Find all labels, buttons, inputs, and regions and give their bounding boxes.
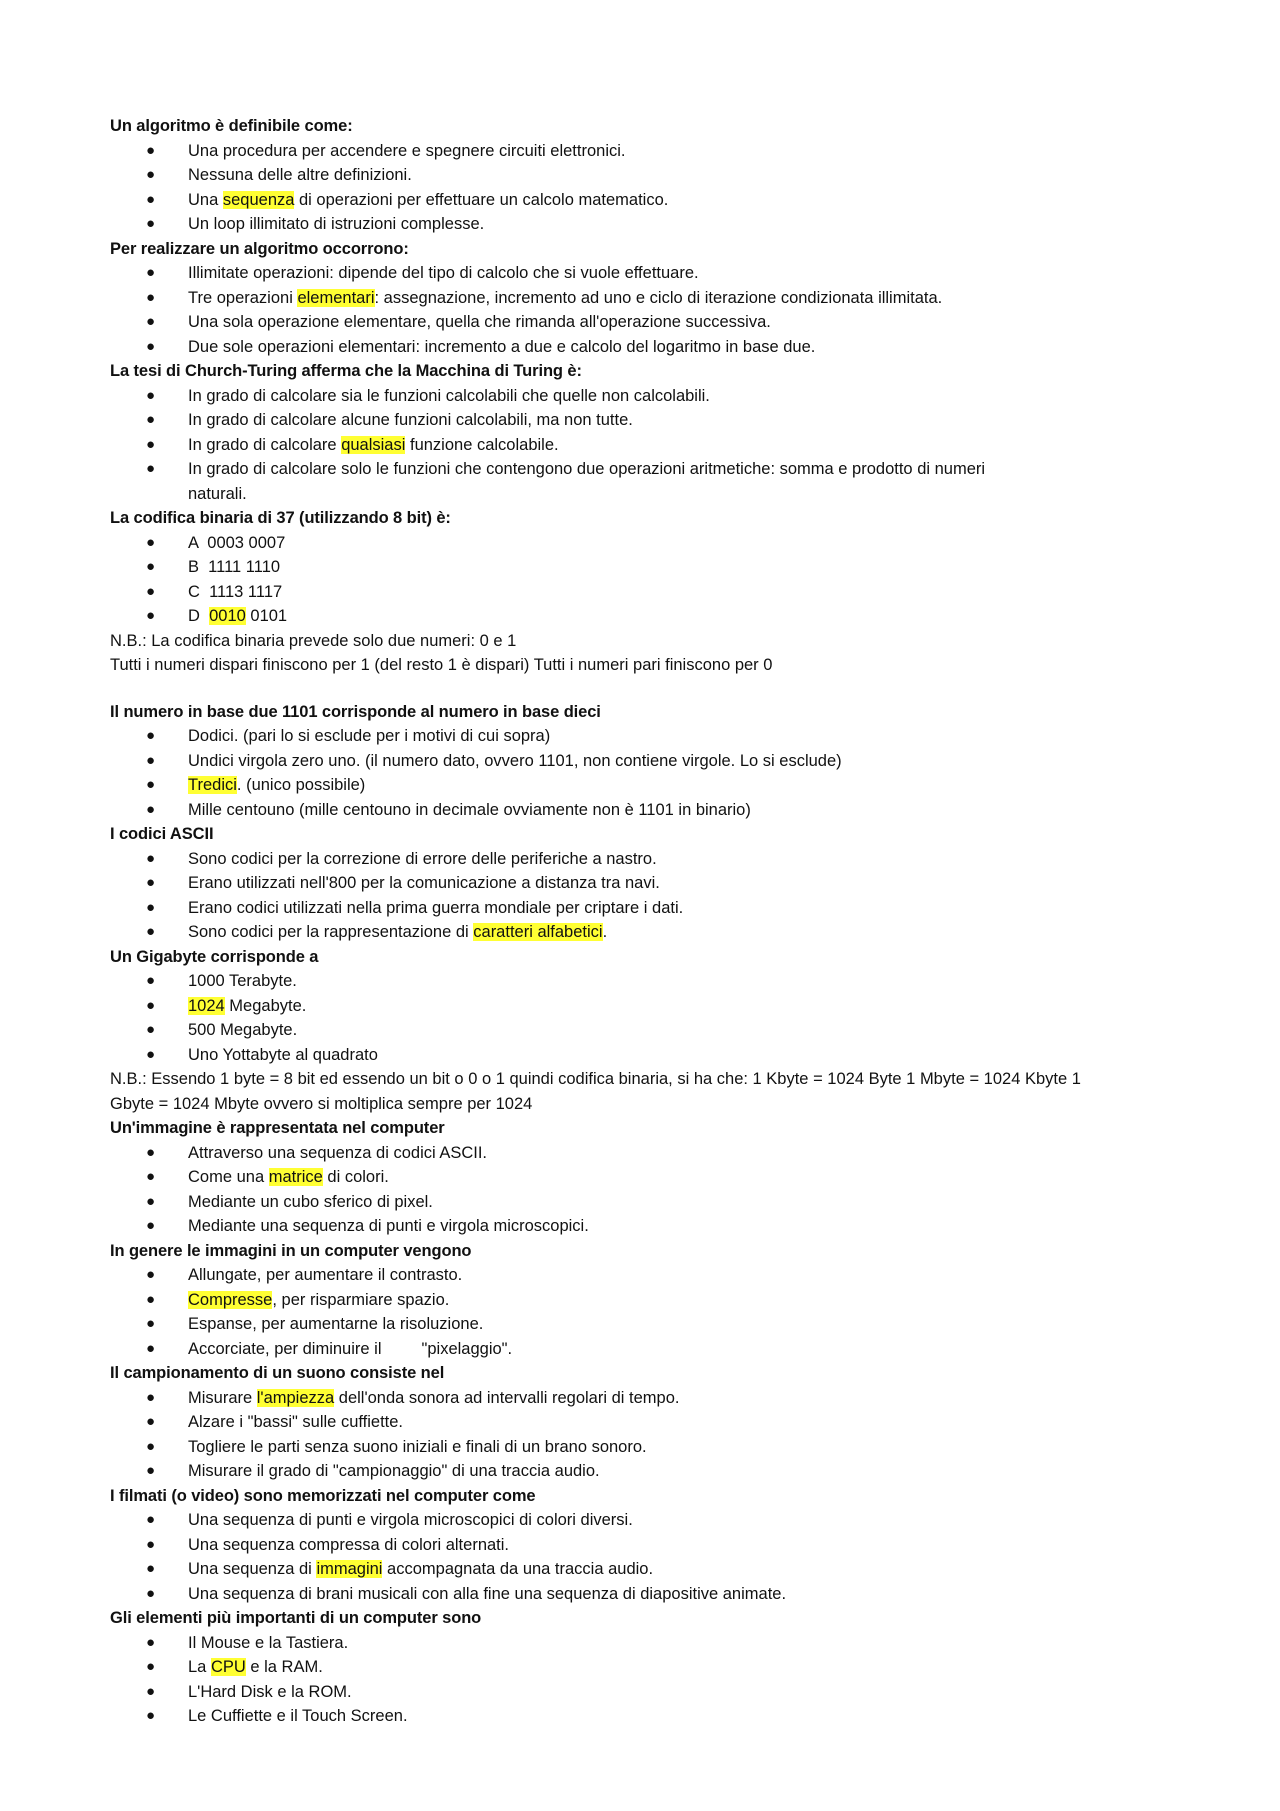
option-list [110,1263,1170,1361]
bullet-icon: ● [146,1633,156,1651]
bullet-icon: ● [146,1437,156,1455]
bullet-icon: ● [146,1658,156,1675]
bullet-icon: ● [146,558,156,575]
bullet-icon: ● [146,1192,156,1210]
option: ● Le Cuffiette e il Touch Screen. [110,1704,1170,1729]
option: ● Dodici. (pari lo si esclude per i motivi di cui sopra) [110,724,1170,749]
question-title: La codifica binaria di 37 (utilizzando 8 bit) è: [110,509,451,527]
bullet-icon: ● [146,411,156,428]
bullet-icon: ● [146,800,156,818]
option-correct: ● Misurare l'ampiezza dell'onda sonora ad intervalli regolari di tempo. [110,1386,1170,1411]
option-correct: ● In grado di calcolare qualsiasi funzione calcolabile. [110,433,1170,458]
note: N.B.: Essendo 1 byte = 8 bit ed essendo un bit o 0 o 1 quindi codifica binaria, si ha che: 1 Kbyte = 1024 Byte 1 Mbyte = 1024 Kbyte 1 Gbyte = 1024 Mbyte ovvero si moltiplica sempre per 1024 [110,1070,1081,1113]
option: ● Erano codici utilizzati nella prima guerra mondiale per criptare i dati. [110,896,1170,921]
question-title: Un'immagine è rappresentata nel computer [110,1119,445,1137]
highlighted-answer: Tredici [188,776,237,794]
bullet-icon: ● [146,1388,156,1406]
note: Tutti i numeri dispari finiscono per 1 (del resto 1 è dispari) Tutti i numeri pari finiscono per 0 [110,656,773,674]
option: ● Mediante un cubo sferico di pixel. [110,1190,1170,1215]
bullet-icon: ● [146,1511,156,1528]
option: ● Erano utilizzati nell'800 per la comunicazione a distanza tra navi. [110,871,1170,896]
question-title: La tesi di Church-Turing afferma che la Macchina di Turing è: [110,362,582,380]
option-correct: ● D 0010 0101 [110,604,1170,629]
bullet-icon: ● [146,582,156,600]
option-list [110,261,1170,359]
option: ● Undici virgola zero uno. (il numero dato, ovvero 1101, non contiene virgole. Lo si esclude) [110,749,1170,774]
option: ● Due sole operazioni elementari: incremento a due e calcolo del logaritmo in base due. [110,335,1170,360]
bullet-icon: ● [146,460,156,477]
bullet-icon: ● [146,190,156,208]
option: ● Sono codici per la correzione di errore delle periferiche a nastro. [110,847,1170,872]
bullet-icon: ● [146,1290,156,1308]
option: ● L'Hard Disk e la ROM. [110,1680,1170,1705]
bullet-icon: ● [146,607,156,624]
bullet-icon: ● [146,1462,156,1479]
bullet-icon: ● [146,215,156,232]
option: ● Una sequenza compressa di colori alternati. [110,1533,1170,1558]
bullet-icon: ● [146,1535,156,1553]
bullet-icon: ● [146,898,156,916]
option: ● Mille centouno (mille centouno in decimale ovviamente non è 1101 in binario) [110,798,1170,823]
question-title: Gli elementi più importanti di un computer sono [110,1609,482,1627]
option-correct: ● Come una matrice di colori. [110,1165,1170,1190]
question-title: In genere le immagini in un computer vengono [110,1241,472,1260]
option-correct: ● Tre operazioni elementari: assegnazione, incremento ad uno e ciclo di iterazione condizionata illimitata. [110,286,1170,311]
option-list [110,139,1170,237]
bullet-icon: ● [146,776,156,793]
highlighted-answer: qualsiasi [341,435,406,454]
option: ● Una sequenza di brani musicali con alla fine una sequenza di diapositive animate. [110,1582,1170,1607]
question-title: Un algoritmo è definibile come: [110,117,353,135]
bullet-icon: ● [146,1413,156,1430]
option: ● Misurare il grado di "campionaggio" di una traccia audio. [110,1459,1170,1484]
option-list [110,1141,1170,1239]
option: ● Attraverso una sequenza di codici ASCII. [110,1141,1170,1166]
bullet-icon: ● [146,1315,156,1332]
bullet-icon: ● [146,1707,156,1724]
option: ● 500 Megabyte. [110,1018,1170,1043]
option: ● Accorciate, per diminuire il "pixelaggio". [110,1337,1170,1362]
question-title: I codici ASCII [110,825,214,843]
option: ● Una sequenza di punti e virgola microscopici di colori diversi. [110,1508,1170,1533]
option-correct: ● Sono codici per la rappresentazione di caratteri alfabetici. [110,920,1170,945]
spacer [110,678,1170,700]
bullet-icon: ● [146,1168,156,1185]
bullet-icon: ● [146,923,156,940]
highlighted-answer: elementari [297,288,375,307]
bullet-icon: ● [146,751,156,769]
bullet-icon: ● [146,264,156,281]
bullet-icon: ● [146,1266,156,1283]
option: ● C 1113 1117 [110,580,1170,605]
bullet-icon: ● [146,386,156,404]
bullet-icon: ● [146,874,156,891]
bullet-icon: ● [146,1217,156,1234]
option-list [110,1631,1170,1729]
highlighted-answer: CPU [210,1658,246,1676]
bullet-icon: ● [146,288,156,306]
option-list [110,531,1170,629]
highlighted-answer: 1024 [188,996,225,1015]
option-correct: ● Una sequenza di operazioni per effettuare un calcolo matematico. [110,188,1170,213]
bullet-icon: ● [146,1045,156,1063]
bullet-icon: ● [146,141,156,159]
highlighted-answer: l'ampiezza [256,1388,335,1407]
question-title: Il campionamento di un suono consiste nel [110,1364,445,1382]
highlighted-answer: caratteri alfabetici [473,923,603,941]
bullet-icon: ● [146,313,156,330]
option-list [110,1386,1170,1484]
bullet-icon: ● [146,1143,156,1161]
question-title: Un Gigabyte corrisponde a [110,947,319,966]
option: ● Una procedura per accendere e spegnere circuiti elettronici. [110,139,1170,164]
option: ● Un loop illimitato di istruzioni complesse. [110,212,1170,237]
option-correct: ● Tredici. (unico possibile) [110,773,1170,798]
option: ● B 1111 1110 [110,555,1170,580]
bullet-icon: ● [146,1339,156,1357]
question-title: I filmati (o video) sono memorizzati nel computer come [110,1486,536,1505]
option: ● In grado di calcolare alcune funzioni calcolabili, ma non tutte. [110,408,1170,433]
question-title: Per realizzare un algoritmo occorrono: [110,239,409,258]
option: ● Allungate, per aumentare il contrasto. [110,1263,1170,1288]
option: ● Togliere le parti senza suono iniziali e finali di un brano sonoro. [110,1435,1170,1460]
bullet-icon: ● [146,337,156,355]
option: ● Illimitate operazioni: dipende del tipo di calcolo che si vuole effettuare. [110,261,1170,286]
highlighted-answer: matrice [268,1168,323,1186]
highlighted-answer: sequenza [222,190,295,209]
question-title: Il numero in base due 1101 corrisponde al numero in base dieci [110,702,601,721]
bullet-icon: ● [146,533,156,551]
bullet-icon: ● [146,1021,156,1038]
bullet-icon: ● [146,972,156,989]
option-correct: ● Una sequenza di immagini accompagnata da una traccia audio. [110,1557,1170,1582]
option-list [110,724,1170,822]
option: ● Una sola operazione elementare, quella che rimanda all'operazione successiva. [110,310,1170,335]
bullet-icon: ● [146,1682,156,1700]
option: ● Il Mouse e la Tastiera. [110,1631,1170,1656]
bullet-icon: ● [146,727,156,744]
option-list [110,969,1170,1067]
option: ● Mediante una sequenza di punti e virgola microscopici. [110,1214,1170,1239]
bullet-icon: ● [146,1560,156,1577]
highlighted-answer: immagini [316,1560,383,1578]
option-list [110,847,1170,945]
document-body [110,114,1170,1729]
option: ● Uno Yottabyte al quadrato [110,1043,1170,1068]
bullet-icon: ● [146,1584,156,1602]
option-correct: ● La CPU e la RAM. [110,1655,1170,1680]
bullet-icon: ● [146,849,156,867]
option: ● Nessuna delle altre definizioni. [110,163,1170,188]
option-correct: ● 1024 Megabyte. [110,994,1170,1019]
note: N.B.: La codifica binaria prevede solo due numeri: 0 e 1 [110,631,517,650]
option: ● Alzare i "bassi" sulle cuffiette. [110,1410,1170,1435]
option-list [110,1508,1170,1606]
option-correct: ● Compresse, per risparmiare spazio. [110,1288,1170,1313]
bullet-icon: ● [146,435,156,453]
option: ● 1000 Terabyte. [110,969,1170,994]
option-list [110,384,1170,507]
option: ● In grado di calcolare sia le funzioni calcolabili che quelle non calcolabili. [110,384,1170,409]
option: ● Espanse, per aumentarne la risoluzione. [110,1312,1170,1337]
option: ● A 0003 0007 [110,531,1170,556]
highlighted-answer: Compresse [188,1290,273,1309]
bullet-icon: ● [146,996,156,1014]
option: ● In grado di calcolare solo le funzioni che contengono due operazioni aritmetiche: somma e prodotto di numeri naturali. [110,457,1170,506]
highlighted-answer: 0010 [209,607,246,625]
bullet-icon: ● [146,166,156,183]
